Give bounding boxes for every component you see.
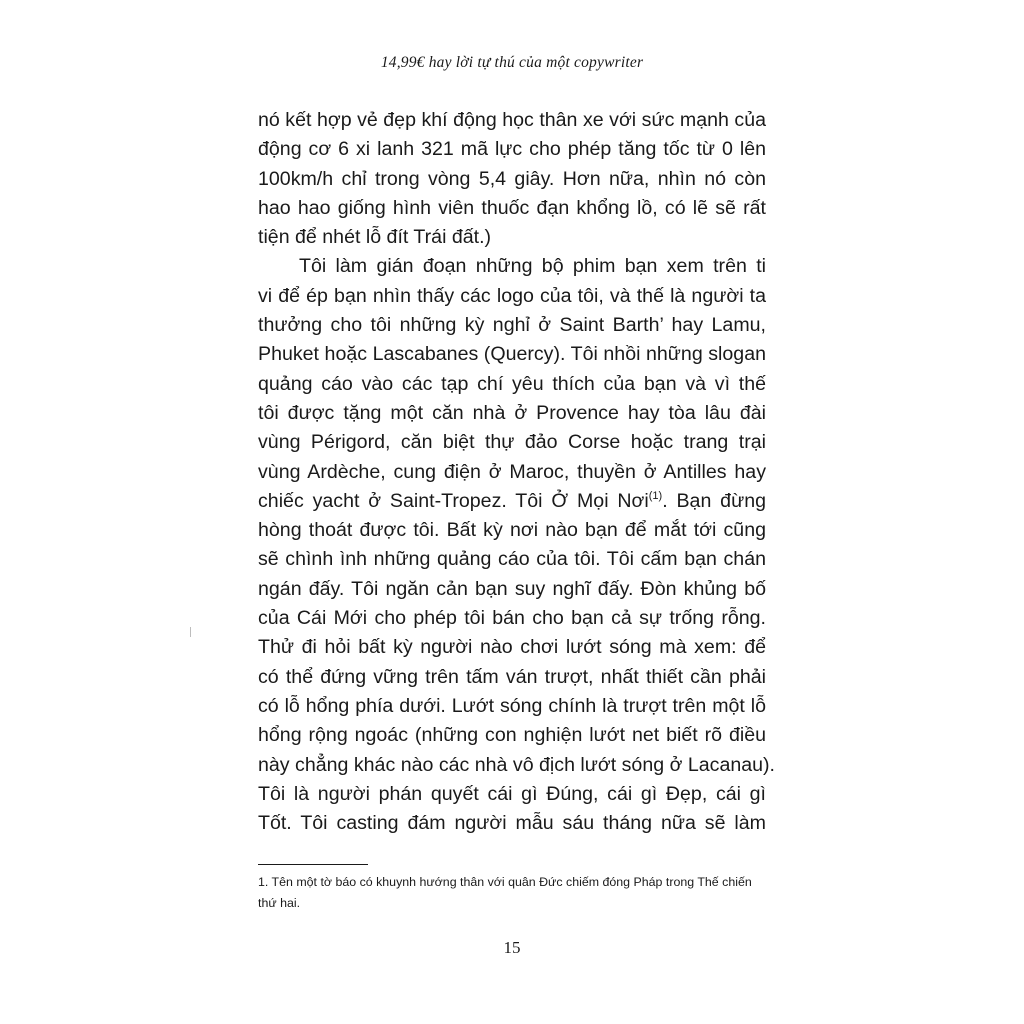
text-line: quảng cáo vào các tạp chí yêu thích của bạn và vì thế	[258, 372, 766, 395]
text-line: Phuket hoặc Lascabanes (Quercy). Tôi nhồi những slogan	[258, 343, 766, 366]
text-line: vi để ép bạn nhìn thấy các logo của tôi, và thế là người ta	[258, 284, 766, 307]
text-line: này chẳng khác nào các nhà vô địch lướt sóng ở Lacanau).	[258, 753, 776, 776]
text-line: của Cái Mới cho phép tôi bán cho bạn cả sự trống rỗng.	[258, 607, 766, 630]
text-line: 100km/h chỉ trong vòng 5,4 giây. Hơn nữa, nhìn nó còn	[258, 167, 766, 190]
text-line: tiện để nhét lỗ đít Trái đất.)	[258, 226, 492, 249]
text-line: Thử đi hỏi bất kỳ người nào chơi lướt sóng mà xem: để	[258, 636, 766, 659]
text-line: Tốt. Tôi casting đám người mẫu sáu tháng nữa sẽ làm	[258, 812, 766, 835]
text-line: nó kết hợp vẻ đẹp khí động học thân xe với sức mạnh của	[258, 109, 766, 131]
page-number: 15	[503, 938, 521, 957]
text-line: hòng thoát được tôi. Bất kỳ nơi nào bạn để mắt tới cũng	[258, 519, 766, 542]
text-line: hổng rộng ngoác (những con nghiện lướt net biết rõ điều	[258, 724, 766, 747]
text-line: sẽ chình ình những quảng cáo của tôi. Tôi cấm bạn chán	[258, 548, 766, 571]
text-line: Tôi làm gián đoạn những bộ phim bạn xem trên ti	[299, 255, 766, 278]
text-line: có thể đứng vững trên tấm ván trượt, nhất thiết cần phải	[258, 665, 766, 688]
text-line: có lỗ hổng phía dưới. Lướt sóng chính là trượt trên một lỗ	[258, 694, 766, 717]
text-line: Tôi là người phán quyết cái gì Đúng, cái gì Đẹp, cái gì	[258, 782, 766, 805]
text-segment: . Bạn đừng	[662, 489, 766, 512]
text-line: ngán đấy. Tôi ngăn cản bạn suy nghĩ đấy. Đòn khủng bố	[258, 577, 766, 600]
footnote: 1. Tên một tờ báo có khuynh hướng thân với quân Đức chiếm đóng Pháp trong Thế chiến thứ hai.	[258, 875, 752, 910]
text-line: tôi được tặng một căn nhà ở Provence hay tòa lâu đài	[258, 401, 766, 424]
text-line: thưởng cho tôi những kỳ nghỉ ở Saint Barth’ hay Lamu,	[258, 314, 766, 337]
text-line: vùng Ardèche, cung điện ở Maroc, thuyền ở Antilles hay	[258, 460, 766, 483]
text-line: động cơ 6 xi lanh 321 mã lực cho phép tăng tốc từ 0 lên	[258, 138, 766, 161]
text-line: hao hao giống hình viên thuốc đạn khổng lồ, có lẽ sẽ rất	[258, 196, 766, 219]
body-text	[258, 106, 776, 838]
running-header: 14,99€ hay lời tự thú của một copywriter	[380, 54, 644, 71]
text-segment: chiếc yacht ở Saint-Tropez. Tôi Ở Mọi Nơi	[258, 489, 649, 512]
text-line: vùng Périgord, căn biệt thự đảo Corse hoặc trang trại	[258, 431, 766, 454]
footnote-divider	[258, 864, 368, 865]
text-line-with-footnote-ref	[258, 487, 766, 516]
scan-speck	[190, 627, 191, 637]
footnote-reference: (1)	[648, 489, 663, 502]
